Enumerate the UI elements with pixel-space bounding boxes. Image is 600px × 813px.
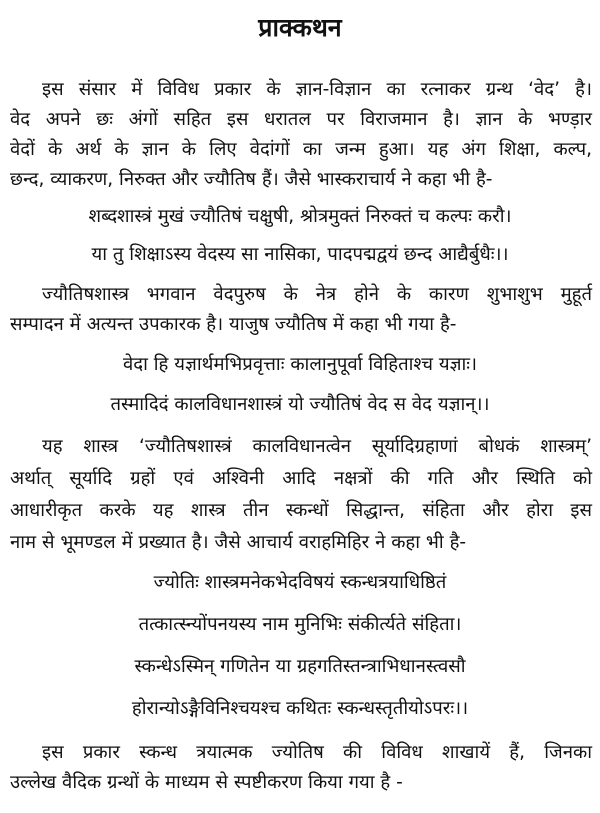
page-title: प्राक्कथन — [258, 13, 342, 42]
paragraph-2-line-2: सम्पादन में अत्यन्त उपकारक है। याजुष ज्यौतिष में कहा भी गया है- — [10, 314, 457, 335]
paragraph-1-line-2: वेद अपने छः अंगों सहित इस धरातल पर विराजमान है। ज्ञान के भण्ड़ार — [10, 109, 592, 130]
paragraph-1-line-1: इस संसार में विविध प्रकार के ज्ञान-विज्ञान का रत्नाकर ग्रन्थ ‘वेद’ है। — [42, 79, 592, 100]
paragraph-3-line-1: यह शास्त्र ‘ज्यौतिषशास्त्रं कालविधानत्वेन सूर्यादिग्रहाणां बोधकं शास्त्रम्’ — [42, 436, 592, 457]
paragraph-2-line-1: ज्यौतिषशास्त्र भगवान वेदपुरुष के नेत्र होने के कारण शुभाशुभ मुहूर्त — [42, 284, 592, 305]
paragraph-4-line-1: इस प्रकार स्कन्ध त्रयात्मक ज्योतिष की विविध शाखायें हैं, जिनका — [42, 742, 592, 763]
paragraph-3-line-4: नाम से भूमण्डल में प्रख्यात है। जैसे आचार्य वराहमिहिर ने कहा भी है- — [10, 532, 467, 553]
paragraph-1-line-3: वेदों के अर्थ के ज्ञान के लिए वेदांगों का जन्म हुआ। यह अंग शिक्षा, कल्प, — [10, 139, 592, 160]
verse-1-line-1: शब्दशास्त्रं मुखं ज्यौतिषं चक्षुषी, श्रोत्रमुक्तं निरुक्तं च कल्पः करौ। — [88, 206, 512, 227]
paragraph-1-line-4: छन्द, व्याकरण, निरुक्त और ज्यौतिष हैं। जैसे भास्कराचार्य ने कहा भी है- — [10, 169, 493, 190]
verse-3-line-1: ज्योतिः शास्त्रमनेकभेदविषयं स्कन्धत्रयाधिष्ठितं — [153, 572, 447, 593]
verse-1-line-2: या तु शिक्षाऽस्य वेदस्य सा नासिका, पादपद्मद्वयं छन्द आद्यैर्बुधैः।। — [91, 244, 509, 265]
verse-3-line-2: तत्कात्स्न्योंपनयस्य नाम मुनिभिः संकीर्त्यते संहिता। — [138, 614, 462, 635]
paragraph-4-line-2: उल्लेख वैदिक ग्रन्थों के माध्यम से स्पष्टीकरण किया गया है - — [10, 772, 403, 793]
paragraph-3-line-3: आधारीकृत करके यह शास्त्र तीन स्कन्धों सिद्धान्त, संहिता और होरा इस — [10, 500, 592, 521]
verse-2-line-2: तस्मादिदं कालविधानशास्त्रं यो ज्यौतिषं वेद स वेद यज्ञान्।। — [110, 394, 490, 415]
verse-3-line-4: होरान्योऽङ्गैविनिश्चयश्च कथितः स्कन्धस्तृतीयोऽपरः।। — [131, 698, 469, 719]
verse-2-line-1: वेदा हि यज्ञार्थमभिप्रवृत्ताः कालानुपूर्वा विहिताश्च यज्ञाः। — [122, 354, 478, 375]
paragraph-3-line-2: अर्थात् सूर्यादि ग्रहों एवं अश्विनी आदि नक्षत्रों की गति और स्थिति को — [10, 468, 592, 489]
verse-3-line-3: स्कन्धेऽस्मिन् गणितेन या ग्रहगतिस्तन्त्राभिधानस्त्वसौ — [134, 656, 466, 677]
